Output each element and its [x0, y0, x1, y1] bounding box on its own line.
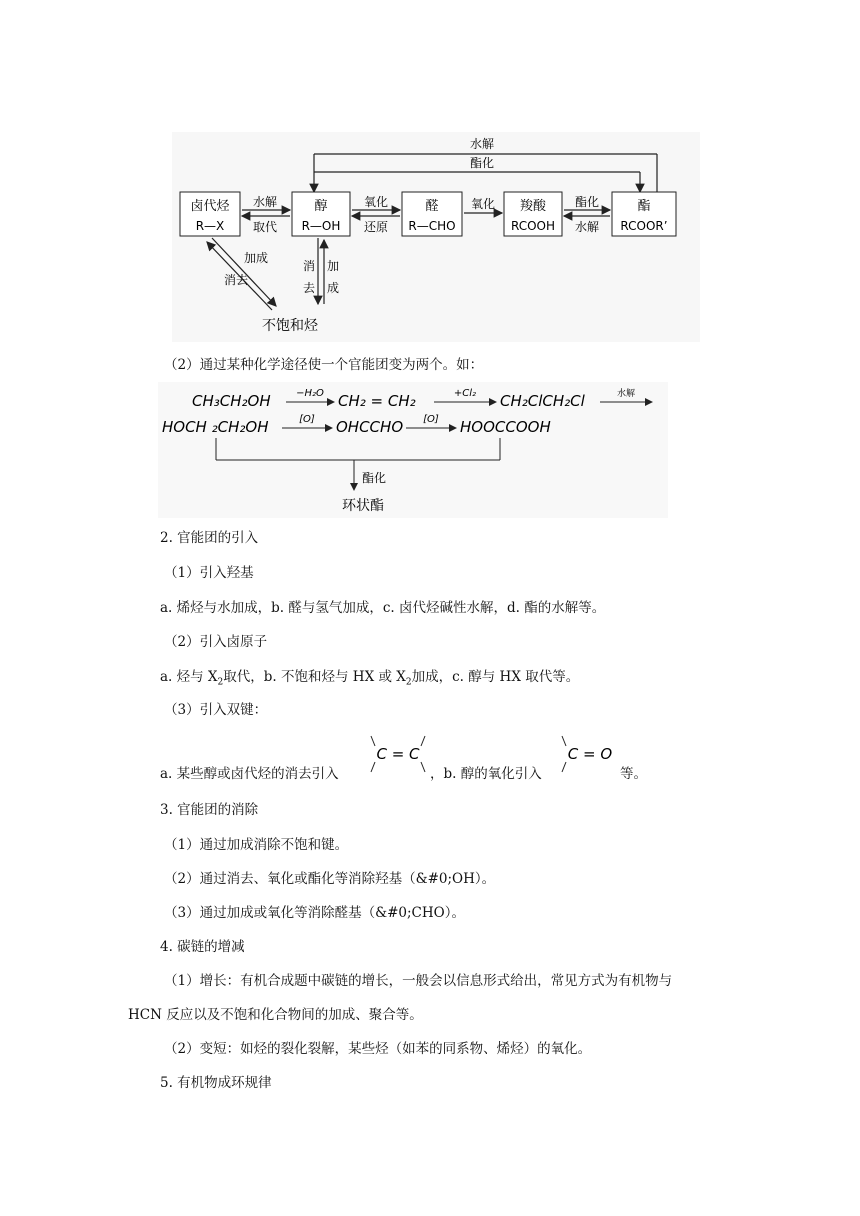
svg-text:C = C: C = C	[376, 745, 420, 763]
para-2-2: a. 烃与 $X_2$取代，b. 不饱和烃与 HX 或 $X_2$加成，c. 醇与 HX 取代等。	[160, 669, 580, 688]
para-4-2: （2）变短：如烃的裂化裂解，某些烃（如苯的同系物、烯烃）的氧化。	[164, 1041, 592, 1057]
svg-text:C = O: C = O	[567, 745, 613, 763]
svg-text:OHCCHO: OHCCHO	[336, 418, 404, 436]
para-3-2: （2）通过消去、氧化或酯化等消除羟基（&#0;OH）。	[164, 871, 496, 887]
section-5-heading: 5. 有机物成环规律	[160, 1075, 272, 1091]
para-2-3: a. 某些醇或卤代烃的消去引入	[160, 766, 339, 782]
para-3-1: （1）通过加成消除不饱和键。	[164, 837, 349, 853]
svg-text:−H₂O: −H₂O	[296, 388, 324, 399]
svg-text:CH₂ClCH₂Cl: CH₂ClCH₂Cl	[500, 392, 585, 410]
svg-text:还原: 还原	[363, 220, 389, 234]
top-label-esterify: 酯化	[469, 156, 495, 170]
top-label-hydrolysis: 水解	[469, 137, 495, 151]
co-double-bond-structure	[558, 734, 618, 774]
box-alcohol-name: 醇	[314, 199, 328, 214]
svg-text:成: 成	[326, 281, 340, 295]
cc-double-bond-structure	[367, 734, 429, 774]
svg-text:CH₂ = CH₂: CH₂ = CH₂	[338, 392, 416, 410]
para-2-1: a. 烯烃与水加成，b. 醛与氢气加成，c. 卤代烃碱性水解，d. 酯的水解等。	[160, 600, 606, 616]
svg-text:[O]: [O]	[299, 414, 315, 425]
svg-text:HOCH ₂CH₂OH: HOCH ₂CH₂OH	[162, 418, 269, 436]
svg-text:水解: 水解	[252, 195, 278, 209]
svg-text:HOOCCOOH: HOOCCOOH	[460, 418, 551, 436]
box-acid-formula: RCOOH	[510, 219, 556, 233]
box-alcohol-formula: R—OH	[301, 219, 341, 233]
svg-text:CH₃CH₂OH: CH₃CH₂OH	[192, 392, 271, 410]
box-ester-name: 酯	[637, 199, 651, 214]
para-2-3-mid: ，b. 醇的氧化引入	[430, 766, 542, 782]
svg-text:消: 消	[302, 259, 316, 273]
svg-text:酯化: 酯化	[574, 195, 600, 209]
svg-text:消去: 消去	[223, 273, 249, 287]
svg-text:加成: 加成	[243, 251, 269, 265]
section-4-heading: 4. 碳链的增减	[160, 939, 245, 955]
box-haloalkane-name: 卤代烃	[190, 199, 230, 214]
svg-text:氧化: 氧化	[470, 197, 496, 211]
conversion-diagram	[172, 132, 700, 342]
svg-text:水解: 水解	[616, 389, 636, 399]
unsaturated-hydrocarbon: 不饱和烃	[262, 318, 318, 334]
svg-text:加: 加	[326, 259, 340, 273]
svg-text:[O]: [O]	[423, 414, 439, 425]
svg-text:水解: 水解	[574, 220, 600, 234]
item-2-2: （2）通过某种化学途径使一个官能团变为两个。如：	[164, 357, 484, 373]
box-acid-name: 羧酸	[519, 199, 547, 214]
box-aldehyde-formula: R—CHO	[408, 219, 456, 233]
svg-text:+Cl₂: +Cl₂	[453, 388, 477, 399]
item-2-2-heading: （2）引入卤原子	[164, 634, 268, 650]
section-3-heading: 3. 官能团的消除	[160, 802, 259, 818]
item-2-1: （1）引入羟基	[164, 565, 254, 581]
box-haloalkane-formula: R—X	[195, 219, 225, 233]
svg-text:环状酯: 环状酯	[342, 498, 384, 514]
reaction-chain-diagram	[158, 382, 668, 518]
para-4-1a: （1）增长：有机合成题中碳链的增长，一般会以信息形式给出，常见方式为有机物与	[164, 973, 673, 989]
svg-text:去: 去	[302, 281, 316, 295]
para-2-3-end: 等。	[620, 766, 647, 782]
section-2-heading: 2. 官能团的引入	[160, 530, 259, 546]
svg-text:取代: 取代	[252, 220, 278, 234]
svg-text:酯化: 酯化	[362, 471, 387, 485]
item-2-3: （3）引入双键：	[164, 702, 268, 718]
svg-text:氧化: 氧化	[363, 195, 389, 209]
para-3-3: （3）通过加成或氧化等消除醛基（&#0;CHO）。	[164, 905, 465, 921]
box-aldehyde-name: 醛	[425, 199, 439, 214]
para-4-1b: HCN 反应以及不饱和化合物间的加成、聚合等。	[128, 1007, 423, 1023]
box-ester-formula: RCOOR’	[620, 219, 668, 233]
